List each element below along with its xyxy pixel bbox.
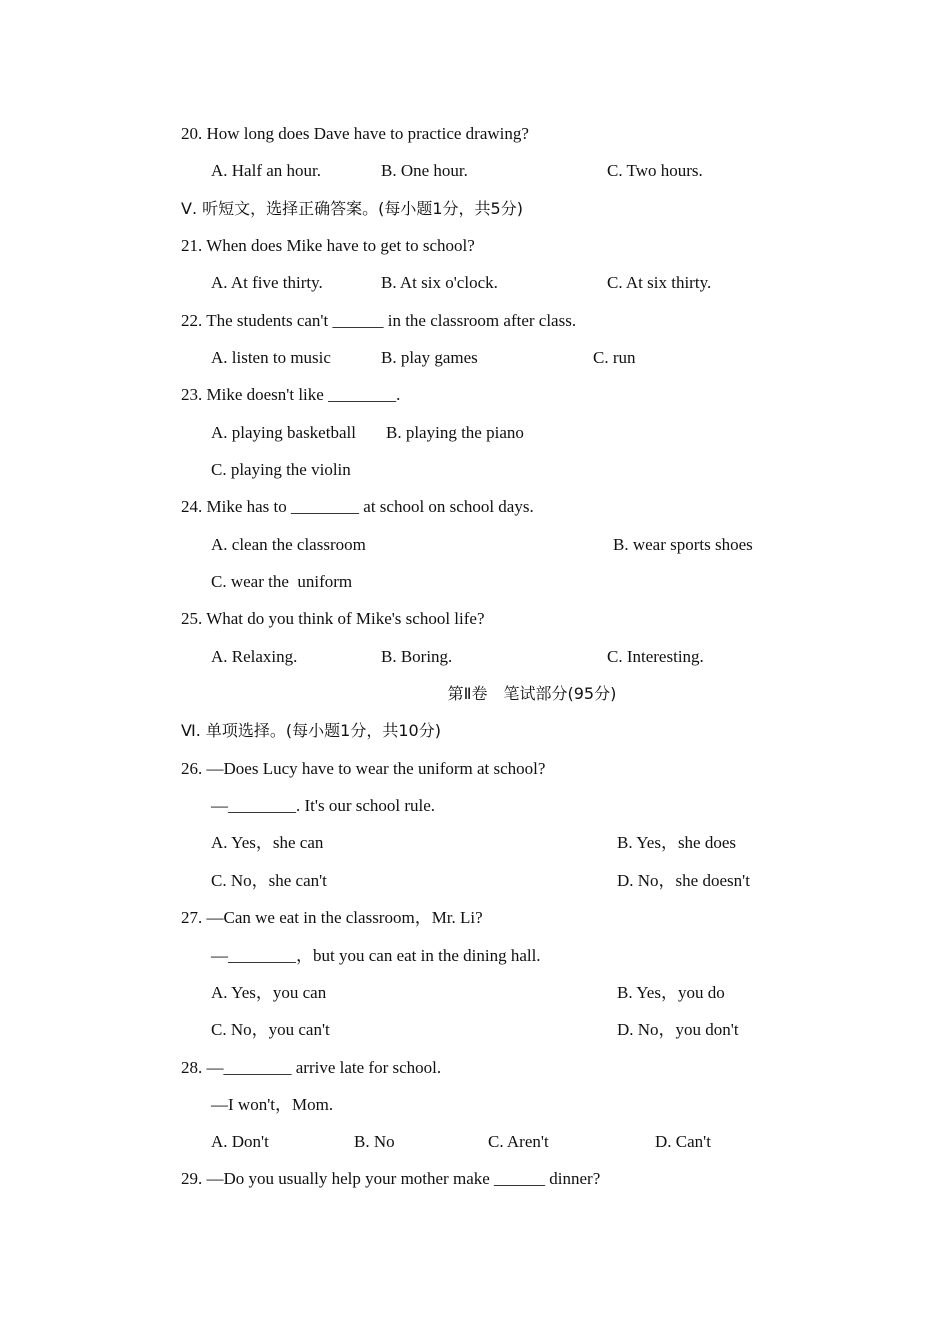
question-20-option-a[interactable]: A. Half an hour. bbox=[211, 161, 322, 180]
question-20-stem: 20. How long does Dave have to practice drawing? bbox=[181, 124, 529, 143]
question-25-option-b[interactable]: B. Boring. bbox=[381, 647, 453, 666]
question-24-option-a[interactable]: A. clean the classroom bbox=[211, 535, 366, 554]
question-27-option-a[interactable]: A. Yes，you can bbox=[211, 983, 327, 1002]
question-28-option-a[interactable]: A. Don't bbox=[211, 1132, 269, 1151]
question-24-option-b[interactable]: B. wear sports shoes bbox=[613, 535, 753, 554]
question-28-option-b[interactable]: B. No bbox=[354, 1132, 395, 1151]
question-25-option-c[interactable]: C. Interesting. bbox=[607, 647, 704, 666]
question-29-stem: 29. —Do you usually help your mother make ______ dinner? bbox=[181, 1169, 601, 1188]
question-21-stem: 21. When does Mike have to get to school? bbox=[181, 236, 475, 255]
question-27-option-c[interactable]: C. No，you can't bbox=[211, 1020, 330, 1039]
question-24-stem: 24. Mike has to ________ at school on school days. bbox=[181, 497, 534, 516]
question-25-stem: 25. What do you think of Mike's school life? bbox=[181, 609, 485, 628]
question-26-option-d[interactable]: D. No，she doesn't bbox=[617, 871, 750, 890]
question-26-option-b[interactable]: B. Yes，she does bbox=[617, 833, 737, 852]
question-27-option-d[interactable]: D. No，you don't bbox=[617, 1020, 739, 1039]
question-23-option-c[interactable]: C. playing the violin bbox=[211, 460, 351, 479]
question-28-option-c[interactable]: C. Aren't bbox=[488, 1132, 549, 1151]
question-22-stem: 22. The students can't ______ in the classroom after class. bbox=[181, 311, 577, 330]
question-23-stem: 23. Mike doesn't like ________. bbox=[181, 385, 401, 404]
question-20-option-c[interactable]: C. Two hours. bbox=[607, 161, 703, 180]
question-28-reply: —I won't，Mom. bbox=[211, 1095, 334, 1114]
question-22-option-a[interactable]: A. listen to music bbox=[211, 348, 331, 367]
question-27-reply: —________，but you can eat in the dining hall. bbox=[211, 946, 541, 965]
question-28-stem: 28. —________ arrive late for school. bbox=[181, 1058, 442, 1077]
question-24-option-c[interactable]: C. wear the uniform bbox=[211, 572, 353, 591]
question-23-option-a[interactable]: A. playing basketball bbox=[211, 423, 356, 442]
question-26-stem: 26. —Does Lucy have to wear the uniform at school? bbox=[181, 759, 546, 778]
question-26-option-c[interactable]: C. No，she can't bbox=[211, 871, 327, 890]
question-27-stem: 27. —Can we eat in the classroom，Mr. Li? bbox=[181, 908, 483, 927]
question-22-option-b[interactable]: B. play games bbox=[381, 348, 478, 367]
question-28-option-d[interactable]: D. Can't bbox=[655, 1132, 711, 1151]
part-2-title: 第Ⅱ卷 笔试部分(95分) bbox=[447, 684, 617, 703]
section-6-heading: Ⅵ. 单项选择。(每小题1分，共10分) bbox=[181, 721, 441, 740]
question-23-option-b[interactable]: B. playing the piano bbox=[386, 423, 524, 442]
question-21-option-a[interactable]: A. At five thirty. bbox=[211, 273, 323, 292]
question-22-option-c[interactable]: C. run bbox=[593, 348, 636, 367]
question-26-reply: —________. It's our school rule. bbox=[211, 796, 436, 815]
question-27-option-b[interactable]: B. Yes，you do bbox=[617, 983, 725, 1002]
question-26-option-a[interactable]: A. Yes，she can bbox=[211, 833, 324, 852]
question-25-option-a[interactable]: A. Relaxing. bbox=[211, 647, 298, 666]
question-21-option-b[interactable]: B. At six o'clock. bbox=[381, 273, 498, 292]
question-21-option-c[interactable]: C. At six thirty. bbox=[607, 273, 712, 292]
section-5-heading: Ⅴ. 听短文，选择正确答案。(每小题1分，共5分) bbox=[181, 199, 523, 218]
question-20-option-b[interactable]: B. One hour. bbox=[381, 161, 468, 180]
